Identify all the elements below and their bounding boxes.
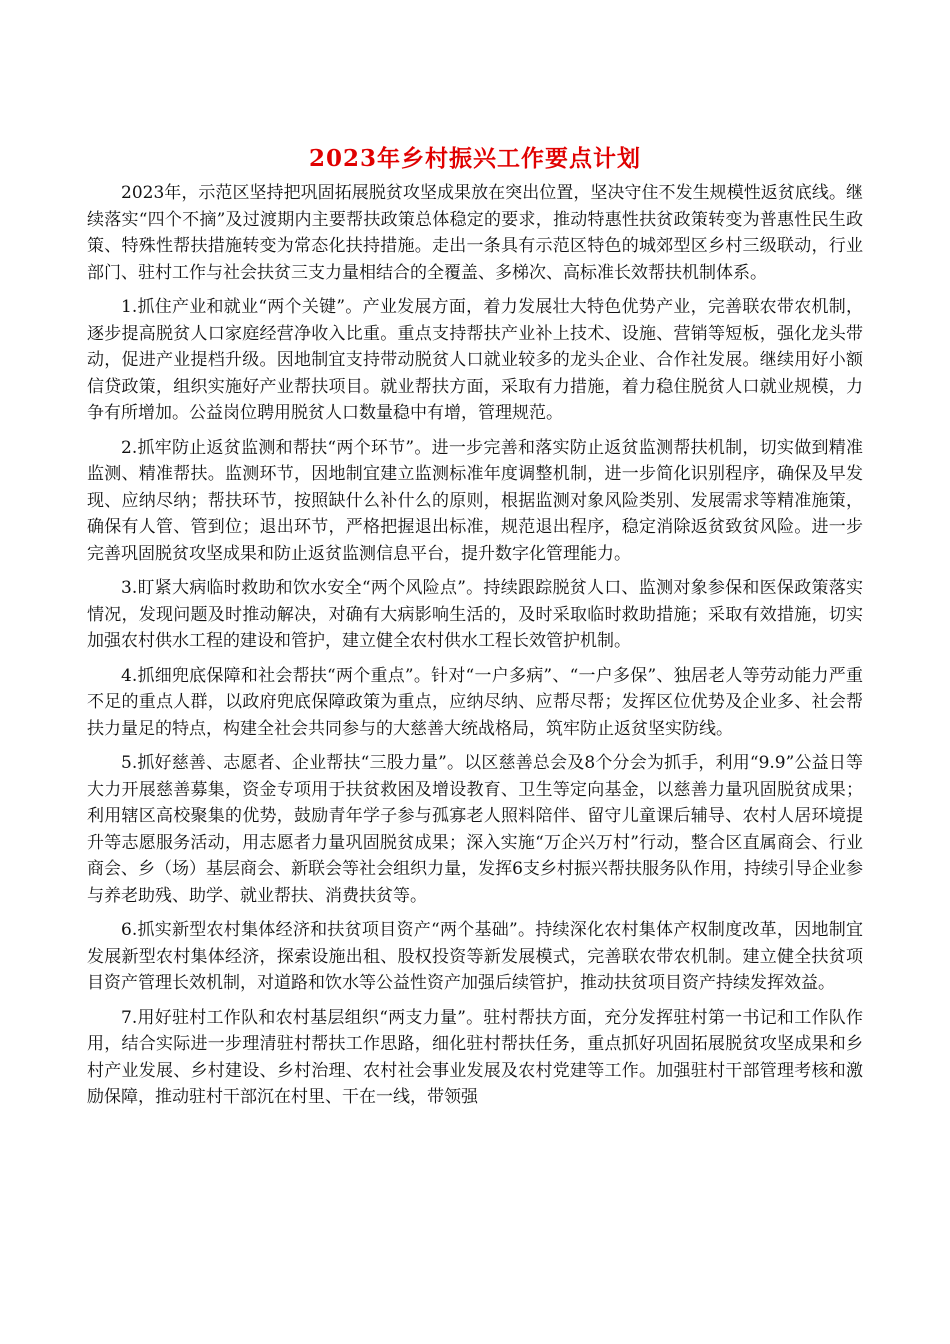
paragraph-3: 3.盯紧大病临时救助和饮水安全“两个风险点”。持续跟踪脱贫人口、监测对象参保和医保政策落实情况，发现问题及时推动解决，对确有大病影响生活的，及时采取临时救助措施；采取有效措施，切实加强农村供水工程的建设和管护，建立健全农村供水工程长效管护机制。 <box>87 578 863 651</box>
paragraph-5: 5.抓好慈善、志愿者、企业帮扶“三股力量”。以区慈善总会及8个分会为抓手，利用“9.9”公益日等大力开展慈善募集，资金专项用于扶贫救困及增设教育、卫生等定向基金，以慈善力量巩固脱贫成果；利用辖区高校聚集的优势，鼓励青年学子参与孤寡老人照料陪伴、留守儿童课后辅导、农村人居环境提升等志愿服务活动，用志愿者力量巩固脱贫成果；深入实施“万企兴万村”行动，整合区直属商会、行业商会、乡（场）基层商会、新联会等社会组织力量，发挥6支乡村振兴帮扶服务队作用，持续引导企业参与养老助残、助学、就业帮扶、消费扶贫等。 <box>87 753 863 906</box>
paragraph-6: 6.抓实新型农村集体经济和扶贫项目资产“两个基础”。持续深化农村集体产权制度改革，因地制宜发展新型农村集体经济，探索设施出租、股权投资等新发展模式，完善联农带农机制。建立健全扶贫项目资产管理长效机制，对道路和饮水等公益性资产加强后续管护，推动扶贫项目资产持续发挥效益。 <box>87 920 863 993</box>
document-body <box>87 180 863 1119</box>
paragraph-7: 7.用好驻村工作队和农村基层组织“两支力量”。驻村帮扶方面，充分发挥驻村第一书记和工作队作用，结合实际进一步理清驻村帮扶工作思路，细化驻村帮扶任务，重点抓好巩固拓展脱贫攻坚成果和乡村产业发展、乡村建设、乡村治理、农村社会事业发展及农村党建等工作。加强驻村干部管理考核和激励保障，推动驻村干部沉在村里、干在一线，带领强 <box>87 1007 863 1107</box>
paragraph-1: 1.抓住产业和就业“两个关键”。产业发展方面，着力发展壮大特色优势产业，完善联农带农机制，逐步提高脱贫人口家庭经营净收入比重。重点支持帮扶产业补上技术、设施、营销等短板，强化龙头带动，促进产业提档升级。因地制宜支持带动脱贫人口就业较多的龙头企业、合作社发展。继续用好小额信贷政策，组织实施好产业帮扶项目。就业帮扶方面，采取有力措施，着力稳住脱贫人口就业规模，力争有所增加。公益岗位聘用脱贫人口数量稳中有增，管理规范。 <box>87 297 863 423</box>
paragraph-2: 2.抓牢防止返贫监测和帮扶“两个环节”。进一步完善和落实防止返贫监测帮扶机制，切实做到精准监测、精准帮扶。监测环节，因地制宜建立监测标准年度调整机制，进一步简化识别程序，确保及早发现、应纳尽纳；帮扶环节，按照缺什么补什么的原则，根据监测对象风险类别、发展需求等精准施策，确保有人管、管到位；退出环节，严格把握退出标准，规范退出程序，稳定消除返贫致贫风险。进一步完善巩固脱贫攻坚成果和防止返贫监测信息平台，提升数字化管理能力。 <box>87 437 863 564</box>
paragraph-4: 4.抓细兜底保障和社会帮扶“两个重点”。针对“一户多病”、“一户多保”、独居老人等劳动能力严重不足的重点人群，以政府兜底保障政策为重点，应纳尽纳、应帮尽帮；发挥区位优势及企业多、社会帮扶力量足的特点，构建全社会共同参与的大慈善大统战格局，筑牢防止返贫坚实防线。 <box>87 665 863 739</box>
paragraph-intro: 2023年，示范区坚持把巩固拓展脱贫攻坚成果放在突出位置，坚决守住不发生规模性返贫底线。继续落实“四个不摘”及过渡期内主要帮扶政策总体稳定的要求，推动特惠性扶贫政策转变为普惠性民生政策、特殊性帮扶措施转变为常态化扶持措施。走出一条具有示范区特色的城郊型区乡村三级联动，行业部门、驻村工作与社会扶贫三支力量相结合的全覆盖、多梯次、高标准长效帮扶机制体系。 <box>87 183 863 283</box>
document-title: 2023年乡村振兴工作要点计划 <box>308 145 641 172</box>
